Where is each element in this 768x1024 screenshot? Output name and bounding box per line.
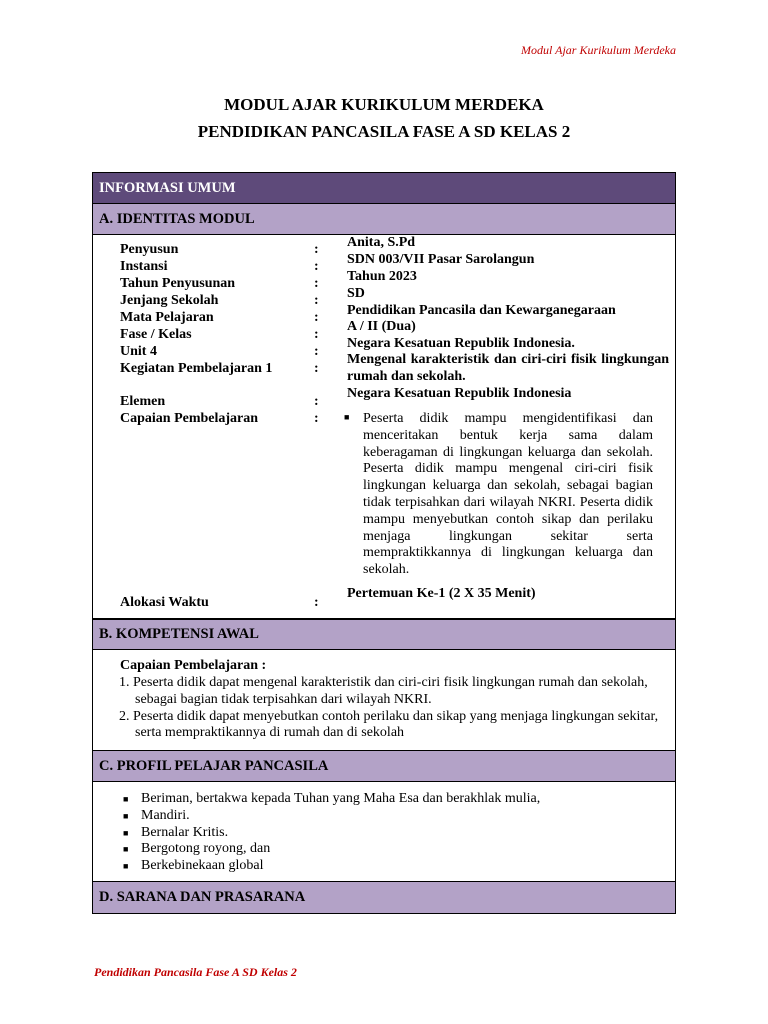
label-capaian: Capaian Pembelajaran	[120, 411, 259, 426]
label-instansi: Instansi	[120, 259, 168, 274]
section-sarana-prasarana: D. SARANA DAN PRASARANA	[93, 882, 675, 913]
running-footer: Pendidikan Pancasila Fase A SD Kelas 2	[94, 965, 297, 979]
value-capaian: Peserta didik mampu mengidentifikasi dan menceritakan bentuk kerja sama dalam keberagaman di lingkungan keluarga dan sekolah. Peserta didik mampu mengenal ciri-ciri fisik lingkungan keluarga dan sekolah, sebagai bagian tidak terpisahkan dari wilayah NKRI. Peserta didik mampu menyebutkan contoh sikap dan perilaku menjaga lingkungan sekitar serta mempraktikkannya di lingkungan keluarga dan sekolah.	[363, 411, 653, 578]
list-item-text: Mandiri.	[141, 807, 190, 823]
list-item	[121, 858, 540, 875]
label-penyusun: Penyusun	[120, 242, 179, 257]
colon: :	[314, 361, 319, 376]
section-profil-pelajar: C. PROFIL PELAJAR PANCASILA	[93, 751, 675, 782]
square-bullet-icon: ■	[123, 794, 129, 804]
list-item	[121, 841, 540, 858]
label-jenjang: Jenjang Sekolah	[120, 293, 219, 308]
kompetensi-block	[93, 650, 675, 751]
label-elemen: Elemen	[120, 394, 166, 409]
square-bullet-icon: ■	[344, 412, 350, 422]
square-bullet-icon: ■	[123, 827, 129, 838]
colon: :	[314, 595, 319, 610]
capaian-bullet-item	[344, 411, 653, 579]
label-tahun: Tahun Penyusunan	[120, 276, 236, 291]
colon: :	[314, 327, 319, 342]
kompetensi-list	[113, 675, 661, 742]
list-item-text: Bernalar Kritis.	[141, 824, 229, 840]
list-item: 1. Peserta didik dapat mengenal karakteristik dan ciri-ciri fisik lingkungan rumah dan sekolah, sebagai bagian tidak terpisahkan dari wilayah NKRI.	[119, 675, 648, 707]
value-fase: A / II (Dua)	[347, 319, 416, 334]
value-unit: Negara Kesatuan Republik Indonesia.	[347, 336, 575, 351]
value-elemen: Negara Kesatuan Republik Indonesia	[347, 386, 572, 401]
section-informasi-umum: INFORMASI UMUM	[93, 173, 675, 204]
section-kompetensi-awal: B. KOMPETENSI AWAL	[93, 619, 675, 650]
value-penyusun: Anita, S.Pd	[347, 235, 416, 250]
document-title: MODUL AJAR KURIKULUM MERDEKA	[224, 95, 544, 114]
colon: :	[314, 344, 319, 359]
value-alokasi: Pertemuan Ke-1 (2 X 35 Menit)	[347, 586, 536, 601]
profil-list	[121, 791, 540, 875]
colon: :	[314, 259, 319, 274]
square-bullet-icon: ■	[123, 810, 129, 821]
value-mapel: Pendidikan Pancasila dan Kewarganegaraan	[347, 303, 616, 318]
colon: :	[314, 411, 319, 426]
document-subtitle: PENDIDIKAN PANCASILA FASE A SD KELAS 2	[197, 122, 571, 141]
profil-block	[93, 782, 675, 882]
list-item	[121, 791, 540, 808]
value-kegiatan: Mengenal karakteristik dan ciri-ciri fisik lingkungan rumah dan sekolah.	[347, 352, 669, 384]
value-instansi: SDN 003/VII Pasar Sarolangun	[347, 252, 535, 267]
square-bullet-icon: ■	[123, 844, 129, 855]
running-header: Modul Ajar Kurikulum Merdeka	[521, 43, 676, 57]
colon: :	[314, 394, 319, 409]
colon: :	[314, 276, 319, 291]
label-alokasi: Alokasi Waktu	[120, 595, 209, 610]
list-item-text: Berkebinekaan global	[141, 858, 264, 874]
colon: :	[314, 242, 319, 257]
module-table-lower	[92, 619, 676, 914]
module-table	[92, 172, 676, 619]
list-item	[121, 825, 540, 842]
value-tahun: Tahun 2023	[347, 269, 417, 284]
value-jenjang: SD	[347, 286, 365, 301]
label-kegiatan: Kegiatan Pembelajaran 1	[120, 361, 273, 376]
colon: :	[314, 293, 319, 308]
kompetensi-heading: Capaian Pembelajaran :	[120, 658, 267, 673]
square-bullet-icon: ■	[123, 861, 129, 872]
identitas-block	[93, 235, 675, 619]
list-item-text: Bergotong royong, dan	[141, 841, 271, 857]
list-item: 2. Peserta didik dapat menyebutkan contoh perilaku dan sikap yang menjaga lingkungan sekitar, serta mempraktikannya di rumah dan di sekolah	[119, 708, 659, 741]
label-fase: Fase / Kelas	[120, 327, 192, 342]
section-identitas-modul: A. IDENTITAS MODUL	[93, 204, 675, 235]
colon: :	[314, 310, 319, 325]
list-item-text: Beriman, bertakwa kepada Tuhan yang Maha Esa dan berakhlak mulia,	[141, 791, 541, 806]
label-unit: Unit 4	[120, 344, 157, 359]
list-item	[121, 808, 540, 825]
label-mapel: Mata Pelajaran	[120, 310, 214, 325]
